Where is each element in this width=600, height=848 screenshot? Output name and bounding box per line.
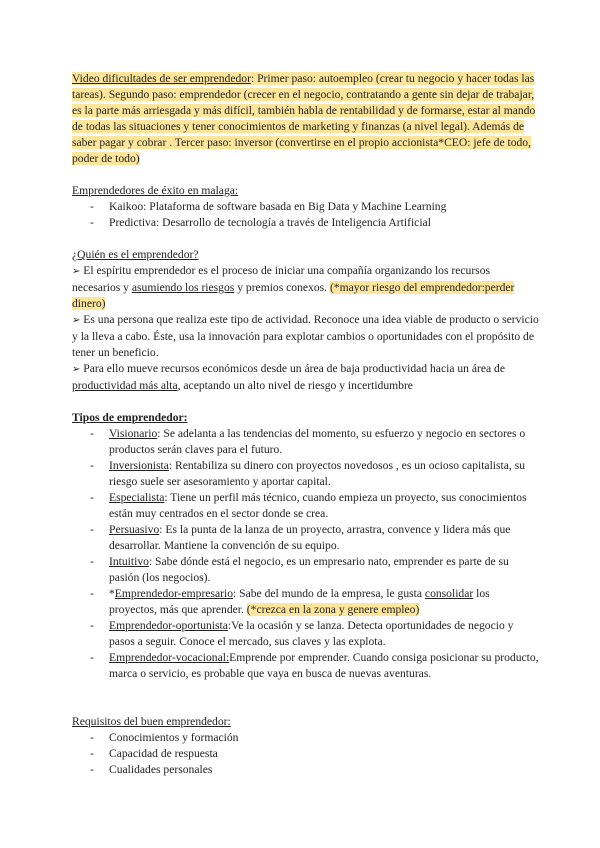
malaga-section	[72, 183, 540, 231]
list-item: - Conocimientos y formación	[72, 730, 540, 746]
list-item: - Cualidades personales	[72, 762, 540, 778]
list-item: - Especialista: Tiene un perfil más técnico, cuando empieza un proyecto, sus conocimientos están muy centrados en el sector donde se crea.	[72, 490, 540, 522]
list-item: - Emprendedor-oportunista:Ve la ocasión y se lanza. Detecta oportunidades de negocio y pasos a seguir. Conoce el mercado, sus claves y las explota.	[72, 618, 540, 650]
list-item: - Intuitivo: Sabe dónde está el negocio, es un empresario nato, emprender es parte de su pasión (los negocios).	[72, 554, 540, 586]
quien-section	[72, 247, 540, 394]
malaga-heading: Emprendedores de éxito en malaga:	[72, 184, 239, 197]
list-item: - *Emprendedor-empresario: Sabe del mundo de la empresa, le gusta consolidar los proyectos, más que aprender. (*crezca en la zona y genere empleo)	[72, 586, 540, 618]
list-item: - Inversionista: Rentabiliza su dinero con proyectos novedosos , es un ocioso capitalista, su riesgo suele ser asesoramiento y aportar capital.	[72, 458, 540, 490]
list-item: - Predictiva: Desarrollo de tecnología a través de Inteligencia Artificial	[72, 215, 540, 231]
tipos-section	[72, 410, 540, 682]
arrow-bullet-icon: ➢	[72, 266, 81, 277]
tipos-heading: Tipos de emprendedor:	[72, 411, 188, 424]
intro-heading: Video dificultades de ser emprendedor	[72, 72, 251, 85]
quien-paragraph-1: ➢ El espíritu emprendedor es el proceso de iniciar una compañía organizando los recursos necesarios y asumiendo los riesgos y premios conexos. (*mayor riesgo del emprendedor:perder dinero)	[72, 264, 515, 310]
tipos-list	[72, 426, 540, 682]
list-item: - Visionario: Se adelanta a las tendencias del momento, su esfuerzo y negocio en sectores o productos serán claves para el futuro.	[72, 426, 540, 458]
arrow-bullet-icon: ➢	[72, 364, 81, 375]
list-item: - Emprendedor-vocacional:Emprende por emprender. Cuando consiga posicionar su producto, marca o servicio, es probable que vaya en busca de nuevas aventuras.	[72, 650, 540, 682]
quien-heading: ¿Quién es el emprendedor?	[72, 248, 199, 261]
requisitos-section	[72, 714, 540, 778]
malaga-list	[72, 199, 540, 231]
quien-paragraph-2: ➢ Es una persona que realiza este tipo de actividad. Reconoce una idea viable de producto o servicio y la lleva a cabo. Éste, usa la innovación para explotar cambios o oportunidades con el propósito de tener un beneficio.	[72, 313, 539, 359]
intro-paragraph	[72, 71, 540, 167]
quien-paragraph-3: ➢ Para ello mueve recursos económicos desde un área de baja productividad hacia un área de productividad más alta, aceptando un alto nivel de riesgo y incertidumbre	[72, 362, 505, 392]
list-item: - Persuasivo: Es la punta de la lanza de un proyecto, arrastra, convence y lidera más que desarrollar. Mantiene la convención de su equipo.	[72, 522, 540, 554]
list-item: - Capacidad de respuesta	[72, 746, 540, 762]
requisitos-list	[72, 730, 540, 778]
arrow-bullet-icon: ➢	[72, 315, 81, 326]
intro-text: : Primer paso: autoempleo (crear tu negocio y hacer todas las tareas). Segundo paso: emprendedor (crecer en el negocio, contratando a gente sin dejar de trabajar, es la parte más arriesgada y más difícil, también habla de rentabilidad y de formarse, estar al mando de todas las situaciones y tener conocimientos de marketing y finanzas (a nivel legal). Además de saber pagar y cobrar . Tercer paso: inversor (convertirse en el propio accionista*CEO: jefe de todo, poder de todo)	[72, 72, 536, 165]
requisitos-heading: Requisitos del buen emprendedor:	[72, 715, 231, 728]
list-item: - Kaikoo: Plataforma de software basada en Big Data y Machine Learning	[72, 199, 540, 215]
